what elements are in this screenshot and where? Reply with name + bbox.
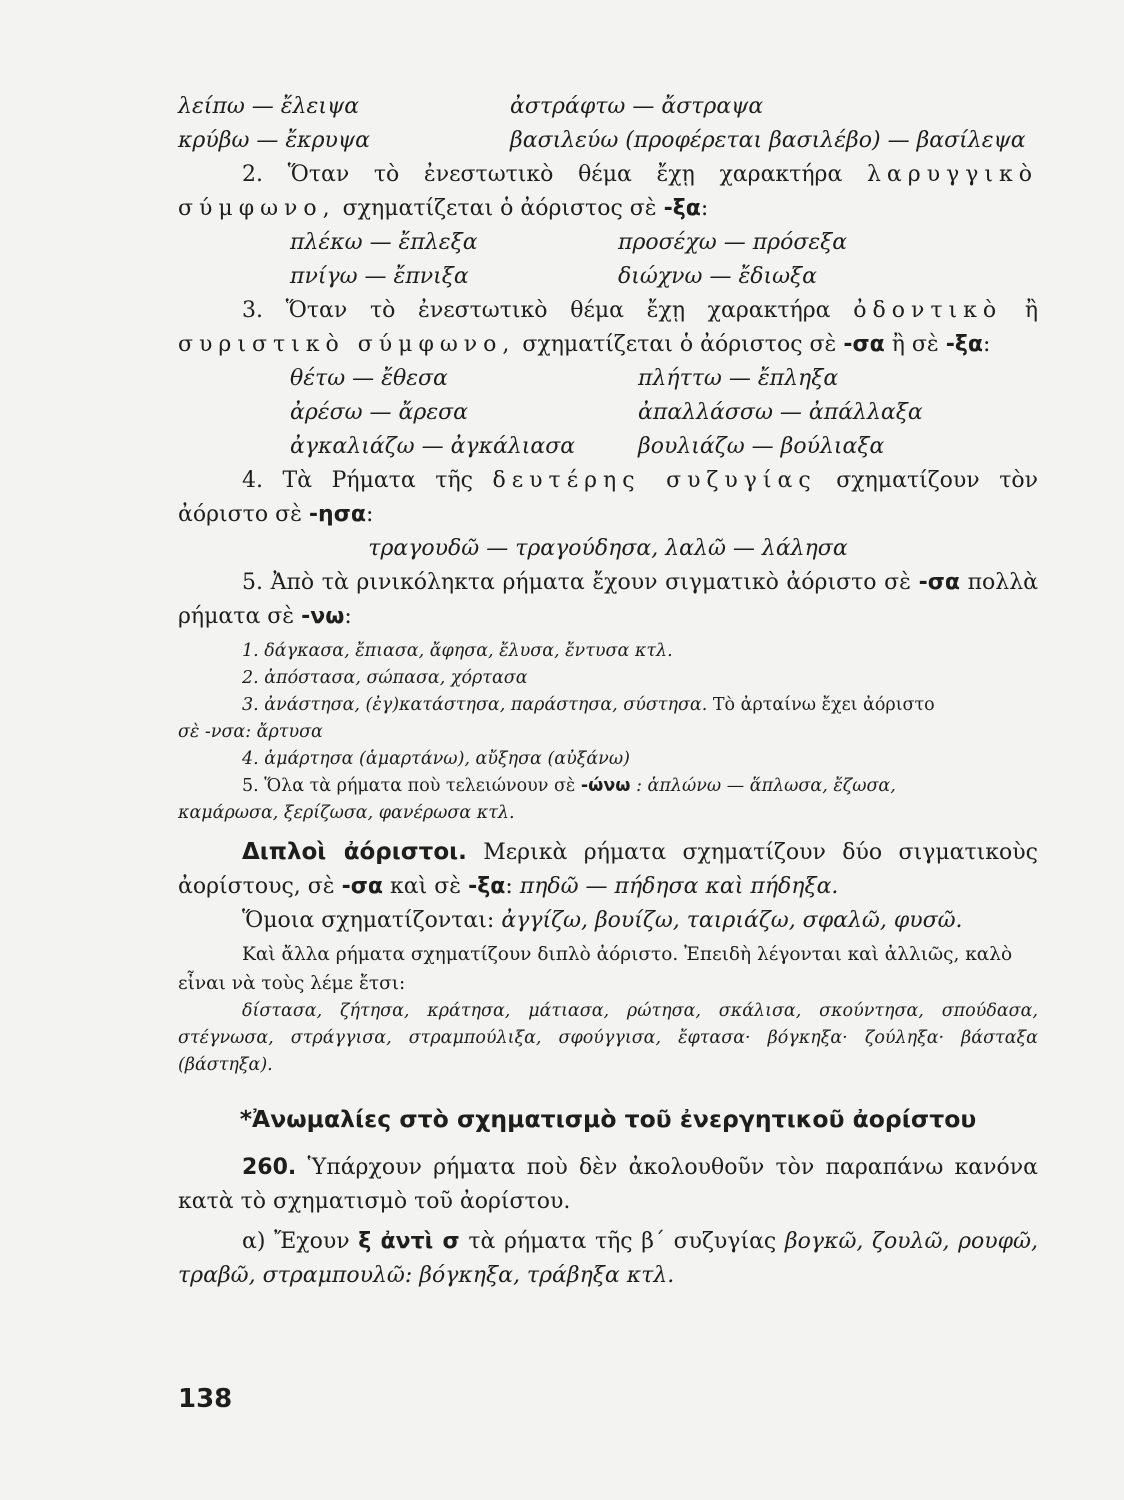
- list-item: 2. ἀπόστασα, σώπασα, χόρτασα: [242, 668, 528, 688]
- example-left: θέτω — ἔθεσα: [290, 366, 448, 391]
- list-item: 1. δάγκασα, ἔπιασα, ἄφησα, ἔλυσα, ἔντυσα κτλ.: [242, 641, 673, 661]
- list-item: 3. ἀνάστησα, (ἐγ)κατάστησα, παράστησα, σύστησα. Τὸ ἀρταίνω ἔχει ἀόριστο: [242, 695, 935, 715]
- double-aorist-note: Καὶ ἄλλα ρήματα σχηματίζουν διπλὸ ἀόριστο. Ἐπειδὴ λέγονται καὶ ἀλλιῶς, καλὸ εἶναι νὰ τοὺς λέμε ἔτσι:: [178, 944, 1013, 994]
- example-right: ἀπαλλάσσω — ἀπάλλαξα: [638, 400, 923, 425]
- list-item: 4. ἁμάρτησα (ἁμαρτάνω), αὔξησα (αὐξάνω): [242, 749, 630, 769]
- list-item-cont: σὲ -νσα: ἄρτυσα: [178, 722, 323, 742]
- list-item: 5. Ὅλα τὰ ρήματα ποὺ τελειώνουν σὲ -ώνω : ἁπλώνω — ἅπλωσα, ἔζωσα,: [242, 776, 896, 796]
- example-row: [178, 362, 1038, 396]
- page-number: 138: [178, 1384, 233, 1414]
- example-row: [178, 226, 1038, 260]
- example-left: ἀρέσω — ἄρεσα: [290, 400, 469, 425]
- double-aorist-text: Διπλοὶ ἀόριστοι. Μερικὰ ρήματα σχηματίζουν δύο σιγματικοὺς ἀορίστους, σὲ -σα καὶ σὲ -ξα: πηδῶ — πήδησα καὶ πήδηξα.: [178, 839, 1038, 899]
- example-right: βουλιάζω — βούλιαξα: [638, 434, 885, 459]
- example-right: πλήττω — ἔπληξα: [638, 366, 839, 391]
- section-heading: *Ἀνωμαλίες στὸ σχηματισμὸ τοῦ ἐνεργητικοῦ ἀορίστου: [239, 1105, 977, 1133]
- example-right: προσέχω — πρόσεξα: [618, 230, 848, 255]
- section-2-text: 2. Ὅταν τὸ ἐνεστωτικὸ θέμα ἔχῃ χαρακτήρα λαρυγγικὸ σύμφωνο, σχηματίζεται ὁ ἀόριστος σὲ -ξα:: [178, 162, 1038, 221]
- example-row: [178, 260, 1038, 294]
- section-3-text: 3. Ὅταν τὸ ἐνεστωτικὸ θέμα ἔχῃ χαρακτήρα ὀδοντικὸ ἢ συριστικὸ σύμφωνο, σχηματίζεται ὁ ἀόριστος σὲ -σα ἢ σὲ -ξα:: [178, 298, 1039, 357]
- section-5-list: [178, 638, 1038, 827]
- example-left: λείπω — ἔλειψα: [178, 94, 360, 119]
- example-row: [178, 396, 1038, 430]
- section-number: 260.: [242, 1155, 297, 1180]
- similar-text: Ὅμοια σχηματίζονται: ἀγγίζω, βουίζω, ταιριάζω, σφαλῶ, φυσῶ.: [242, 908, 963, 933]
- example-left: πνίγω — ἔπνιξα: [290, 264, 469, 289]
- example-left: ἀγκαλιάζω — ἀγκάλιασα: [290, 434, 576, 459]
- example-right: βασιλεύω (προφέρεται βασιλέβο) — βασίλεψα: [510, 128, 1026, 153]
- example-left: πλέκω — ἔπλεξα: [290, 230, 478, 255]
- section-5-text: 5. Ἀπὸ τὰ ρινικόληκτα ρήματα ἔχουν σιγματικὸ ἀόριστο σὲ -σα πολλὰ ρήματα σὲ -νω:: [178, 570, 1039, 629]
- section-4-example: τραγουδῶ — τραγούδησα, λαλῶ — λάλησα: [368, 536, 848, 561]
- example-row: [178, 90, 1038, 124]
- list-item-cont: καμάρωσα, ξερίζωσα, φανέρωσα κτλ.: [178, 803, 515, 823]
- page-body: [178, 90, 1038, 1293]
- example-right: ἀστράφτω — ἄστραψα: [510, 94, 764, 119]
- double-aorist-forms: δίστασα, ζήτησα, κράτησα, μάτιασα, ρώτησα, σκάλισα, σκούντησα, σπούδασα, στέγνωσα, στράγγισα, στραμπούλιξα, σφούγγισα, ἔφτασα· βόγκηξα· ζούληξα· βάσταξα (βάστηξα).: [178, 1001, 1038, 1075]
- example-row: [178, 430, 1038, 464]
- section-a-text: α) Ἔχουν ξ ἀντὶ σ τὰ ρήματα τῆς β΄ συζυγίας βογκῶ, ζουλῶ, ρουφῶ, τραβῶ, στραμπουλῶ: βόγκηξα, τράβηξα κτλ.: [178, 1229, 1038, 1288]
- section-4-text: 4. Τὰ Ρήματα τῆς δευτέρης συζυγίας σχηματίζουν τὸν ἀόριστο σὲ -ησα:: [178, 468, 1039, 527]
- double-aorist-heading: Διπλοὶ ἀόριστοι.: [242, 839, 467, 865]
- example-row: [178, 124, 1038, 158]
- example-right: διώχνω — ἔδιωξα: [618, 264, 818, 289]
- example-left: κρύβω — ἔκρυψα: [178, 128, 371, 153]
- section-260-text: 260. Ὑπάρχουν ρήματα ποὺ δὲν ἀκολουθοῦν τὸν παραπάνω κανόνα κατὰ τὸ σχηματισμὸ τοῦ ἀορίστου.: [178, 1155, 1038, 1214]
